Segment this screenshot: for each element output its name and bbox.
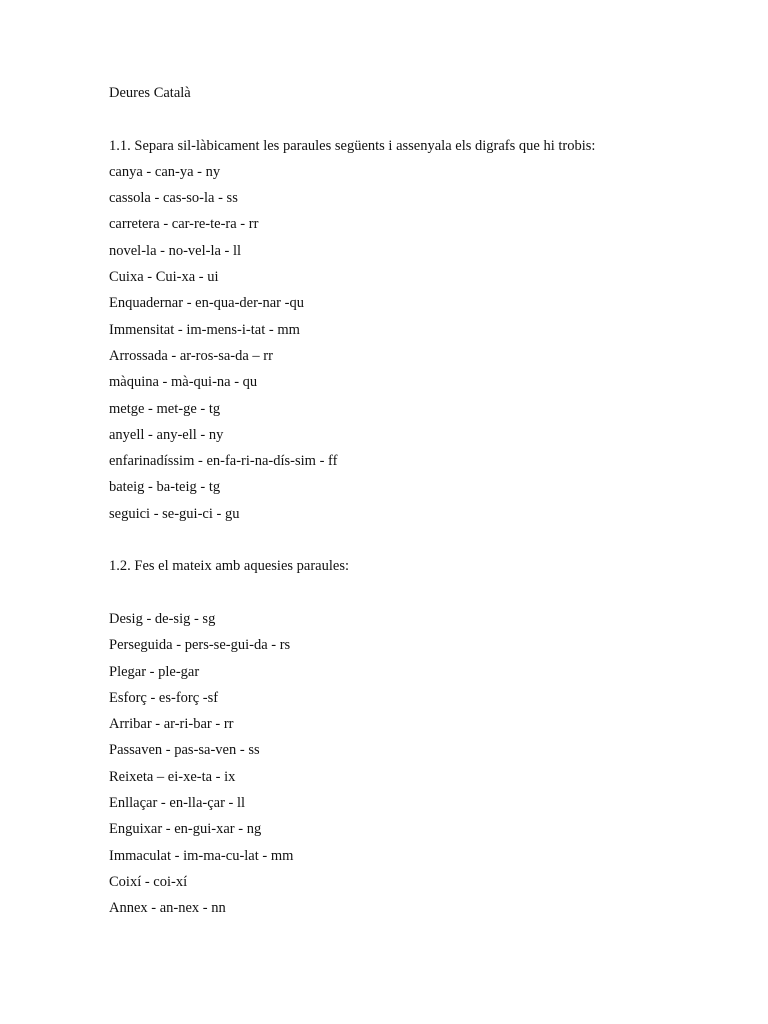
- section1-item: enfarinadíssim - en-fa-ri-na-dís-sim - ff: [109, 453, 338, 470]
- section2-item: Immaculat - im-ma-cu-lat - mm: [109, 847, 294, 864]
- section1-item: cassola - cas-so-la - ss: [109, 190, 238, 207]
- spacer: [109, 527, 729, 553]
- section2-item: Passaven - pas-sa-ven - ss: [109, 742, 260, 759]
- section2-item: Enguixar - en-gui-xar - ng: [109, 821, 262, 838]
- section1-item: màquina - mà-qui-na - qu: [109, 374, 258, 391]
- section2-item: Arribar - ar-ri-bar - rr: [109, 716, 234, 733]
- section1-item: novel-la - no-vel-la - ll: [109, 242, 242, 259]
- section1-item: anyell - any-ell - ny: [109, 426, 224, 443]
- spacer: [109, 106, 729, 132]
- section1-item: Enquadernar - en-qua-der-nar -qu: [109, 295, 304, 312]
- section1-item: carretera - car-re-te-ra - rr: [109, 216, 259, 233]
- section2-item: Plegar - ple-gar: [109, 663, 200, 680]
- section1-item: Cuixa - Cui-xa - ui: [109, 269, 219, 286]
- section1-item: bateig - ba-teig - tg: [109, 479, 221, 496]
- section1-item: seguici - se-gui-ci - gu: [109, 505, 240, 522]
- section2-item: Esforç - es-forç -sf: [109, 689, 219, 706]
- section2-item: Desig - de-sig - sg: [109, 610, 216, 627]
- section2-item: Coixí - coi-xí: [109, 873, 188, 890]
- section1-item: Arrossada - ar-ros-sa-da – rr: [109, 347, 273, 364]
- section2-item: Perseguida - pers-se-gui-da - rs: [109, 637, 291, 654]
- section1-item: canya - can-ya - ny: [109, 163, 221, 180]
- section1-heading: 1.1. Separa sil-làbicament les paraules següents i assenyala els digrafs que hi trobis:: [109, 137, 596, 154]
- section1-item: Immensitat - im-mens-i-tat - mm: [109, 321, 300, 338]
- section2-item: Annex - an-nex - nn: [109, 900, 226, 917]
- section1-item: metge - met-ge - tg: [109, 400, 221, 417]
- document-title: Deures Català: [109, 85, 191, 101]
- section2-item: Reixeta – ei-xe-ta - ix: [109, 768, 236, 785]
- section2-heading: 1.2. Fes el mateix amb aquesies paraules:: [109, 558, 349, 575]
- document-page: [109, 80, 729, 922]
- section2-item: Enllaçar - en-lla-çar - ll: [109, 795, 246, 812]
- spacer: [109, 580, 729, 606]
